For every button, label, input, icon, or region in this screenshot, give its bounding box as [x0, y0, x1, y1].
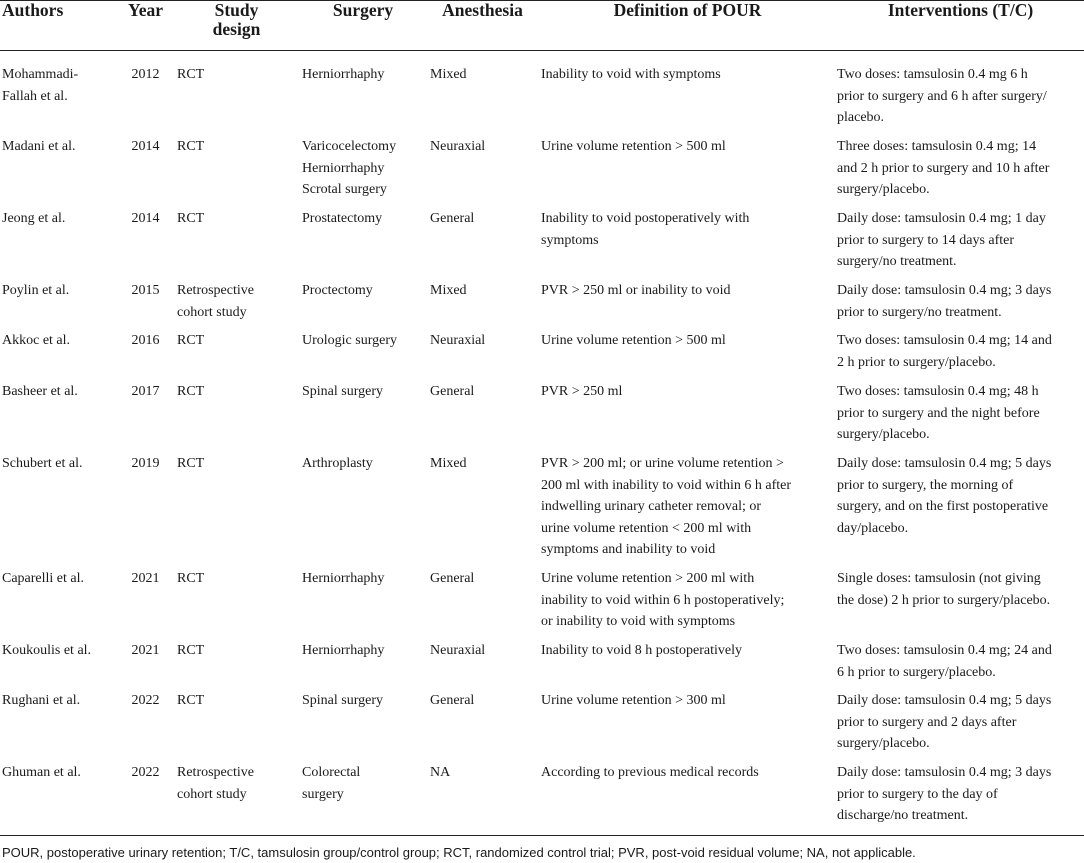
cell-definition — [538, 568, 837, 640]
cell-study-design-line: Retrospective — [177, 765, 254, 780]
cell-surgery-line: Spinal surgery — [302, 384, 384, 399]
cell-authors — [0, 690, 117, 762]
cell-authors — [0, 762, 117, 834]
cell-interventions-line: 6 h prior to surgery/placebo. — [837, 664, 996, 680]
cell-interventions-line: Three doses: tamsulosin 0.4 mg; 14 — [837, 139, 1037, 154]
cell-definition-line: PVR > 200 ml; or urine volume retention > — [541, 456, 784, 471]
cell-authors — [0, 136, 117, 208]
cell-definition-line: Urine volume retention > 300 ml — [541, 693, 726, 708]
cell-study-design — [174, 64, 299, 136]
cell-year: 2016 — [131, 333, 160, 348]
cell-anesthesia: General — [430, 384, 475, 399]
cell-year: 2021 — [131, 643, 160, 658]
cell-definition-line: inability to void within 6 h postoperatively; — [541, 592, 785, 608]
cell-anesthesia: General — [430, 571, 475, 586]
cell-interventions-line: prior to surgery, the morning of — [837, 477, 1014, 493]
cell-surgery — [299, 762, 427, 834]
cell-authors — [0, 640, 117, 690]
cell-interventions-line: 2 h prior to surgery/placebo. — [837, 354, 996, 370]
cell-definition — [538, 453, 837, 568]
cell-interventions — [837, 762, 1084, 834]
cell-surgery-line: Herniorrhaphy — [302, 643, 385, 658]
header-surgery: Surgery — [332, 0, 394, 20]
header-study-design-line: design — [212, 19, 261, 39]
cell-surgery — [299, 640, 427, 690]
cell-anesthesia: General — [430, 693, 475, 708]
cell-interventions-line: Two doses: tamsulosin 0.4 mg; 48 h — [837, 384, 1039, 399]
cell-authors-line: Koukoulis et al. — [2, 643, 92, 658]
cell-study-design-line: RCT — [177, 139, 205, 154]
cell-authors — [0, 208, 117, 280]
cell-study-design-line: RCT — [177, 571, 205, 586]
cell-interventions-line: Two doses: tamsulosin 0.4 mg; 14 and — [837, 333, 1052, 348]
cell-interventions-line: prior to surgery and 2 days after — [837, 714, 1017, 730]
cell-anesthesia: General — [430, 211, 475, 226]
cell-surgery-line: Varicocelectomy — [302, 139, 397, 154]
cell-study-design-line: RCT — [177, 693, 205, 708]
cell-authors — [0, 330, 117, 381]
cell-interventions-line: discharge/no treatment. — [837, 808, 969, 823]
header-year: Year — [128, 0, 163, 20]
table-row — [0, 762, 1084, 834]
cell-year: 2014 — [131, 139, 160, 154]
cell-interventions — [837, 208, 1084, 280]
cell-definition-line: Inability to void postoperatively with — [541, 211, 750, 226]
cell-definition-line: symptoms — [541, 232, 599, 248]
cell-definition-line: Urine volume retention > 500 ml — [541, 139, 726, 154]
cell-anesthesia: Neuraxial — [430, 333, 486, 348]
cell-study-design — [174, 330, 299, 381]
cell-surgery — [299, 280, 427, 330]
cell-definition-line: symptoms and inability to void — [541, 542, 716, 557]
cell-authors-line: Ghuman et al. — [2, 765, 81, 780]
cell-study-design-line: Retrospective — [177, 283, 254, 298]
cell-surgery-line: Urologic surgery — [302, 333, 397, 348]
cell-surgery — [299, 690, 427, 762]
cell-study-design — [174, 453, 299, 568]
cell-definition — [538, 690, 837, 762]
cell-authors-line: Fallah et al. — [2, 88, 68, 104]
cell-surgery-line: Spinal surgery — [302, 693, 384, 708]
cell-interventions — [837, 568, 1084, 640]
cell-definition-line: PVR > 250 ml or inability to void — [541, 283, 731, 298]
cell-surgery — [299, 64, 427, 136]
cell-authors-line: Schubert et al. — [2, 456, 83, 471]
cell-year: 2022 — [131, 765, 160, 780]
cell-authors-line: Caparelli et al. — [2, 571, 85, 586]
cell-year: 2021 — [131, 571, 160, 586]
cell-interventions — [837, 381, 1084, 453]
cell-surgery-line: Colorectal — [302, 765, 361, 780]
cell-surgery — [299, 381, 427, 453]
cell-interventions-line: prior to surgery and 6 h after surgery/ — [837, 88, 1047, 104]
cell-study-design — [174, 136, 299, 208]
cell-interventions-line: Two doses: tamsulosin 0.4 mg 6 h — [837, 67, 1028, 82]
cell-interventions-line: day/placebo. — [837, 520, 909, 536]
header-authors: Authors — [2, 0, 64, 20]
table-row — [0, 381, 1084, 453]
cell-definition-line: Inability to void 8 h postoperatively — [541, 643, 743, 658]
cell-interventions — [837, 280, 1084, 330]
cell-definition — [538, 762, 837, 834]
cell-study-design — [174, 762, 299, 834]
table-footnote: POUR, postoperative urinary retention; T/C, tamsulosin group/control group; RCT, randomized control trial; PVR, post-void residual volume; NA, not applicable. — [2, 845, 916, 860]
cell-year: 2022 — [131, 693, 160, 708]
cell-study-design-line: RCT — [177, 333, 205, 348]
table-row — [0, 690, 1084, 762]
cell-definition — [538, 208, 837, 280]
cell-surgery — [299, 453, 427, 568]
cell-anesthesia: Mixed — [430, 67, 467, 82]
cell-interventions-line: surgery/placebo. — [837, 182, 930, 197]
cell-interventions-line: Daily dose: tamsulosin 0.4 mg; 5 days — [837, 456, 1052, 471]
cell-authors-line: Mohammadi- — [2, 67, 79, 82]
cell-definition-line: or inability to void with symptoms — [541, 614, 736, 629]
header-study-design-line: Study — [214, 0, 259, 20]
cell-surgery — [299, 330, 427, 381]
cell-anesthesia: Mixed — [430, 456, 467, 471]
cell-year: 2012 — [131, 67, 160, 82]
cell-definition — [538, 640, 837, 690]
cell-surgery-line: Arthroplasty — [302, 456, 373, 471]
cell-surgery-line: Herniorrhaphy — [302, 160, 385, 176]
cell-authors-line: Jeong et al. — [2, 211, 66, 226]
cell-year: 2015 — [131, 283, 160, 298]
cell-study-design-line: RCT — [177, 384, 205, 399]
cell-authors-line: Poylin et al. — [2, 283, 70, 298]
cell-interventions-line: the dose) 2 h prior to surgery/placebo. — [837, 592, 1051, 608]
cell-definition — [538, 280, 837, 330]
cell-study-design-line: RCT — [177, 456, 205, 471]
cell-interventions-line: Two doses: tamsulosin 0.4 mg; 24 and — [837, 643, 1052, 658]
table-body — [0, 64, 1084, 834]
cell-definition-line: Urine volume retention > 200 ml with — [541, 571, 755, 586]
table-row — [0, 136, 1084, 208]
cell-interventions-line: Daily dose: tamsulosin 0.4 mg; 5 days — [837, 693, 1052, 708]
table-row — [0, 330, 1084, 381]
table-row — [0, 280, 1084, 330]
cell-interventions-line: Daily dose: tamsulosin 0.4 mg; 1 day — [837, 211, 1046, 226]
cell-study-design-line: RCT — [177, 211, 205, 226]
cell-study-design-line: cohort study — [177, 304, 247, 320]
table-row — [0, 208, 1084, 280]
cell-definition-line: Urine volume retention > 500 ml — [541, 333, 726, 348]
cell-interventions-line: surgery/placebo. — [837, 736, 930, 751]
cell-definition-line: indwelling urinary catheter removal; or — [541, 499, 762, 514]
cell-interventions-line: and 2 h prior to surgery and 10 h after — [837, 160, 1050, 176]
header-study-design — [174, 0, 299, 64]
cell-definition — [538, 381, 837, 453]
cell-authors-line: Rughani et al. — [2, 693, 81, 708]
cell-authors — [0, 381, 117, 453]
cell-surgery — [299, 136, 427, 208]
cell-definition-line: PVR > 250 ml — [541, 384, 623, 399]
table-row — [0, 64, 1084, 136]
cell-authors — [0, 568, 117, 640]
cell-interventions-line: surgery/no treatment. — [837, 254, 957, 269]
cell-definition — [538, 330, 837, 381]
cell-study-design-line: cohort study — [177, 786, 247, 802]
cell-study-design — [174, 381, 299, 453]
table-row — [0, 453, 1084, 568]
cell-interventions-line: surgery, and on the first postoperative — [837, 499, 1049, 514]
cell-surgery — [299, 568, 427, 640]
cell-interventions — [837, 330, 1084, 381]
cell-authors-line: Basheer et al. — [2, 384, 78, 399]
cell-interventions-line: Single doses: tamsulosin (not giving — [837, 571, 1041, 586]
cell-definition — [538, 64, 837, 136]
cell-definition — [538, 136, 837, 208]
cell-year: 2019 — [131, 456, 160, 471]
cell-interventions-line: Daily dose: tamsulosin 0.4 mg; 3 days — [837, 283, 1052, 298]
cell-study-design — [174, 280, 299, 330]
cell-definition-line: Inability to void with symptoms — [541, 67, 721, 82]
cell-interventions — [837, 453, 1084, 568]
cell-study-design — [174, 568, 299, 640]
cell-definition-line: 200 ml with inability to void within 6 h after — [541, 477, 792, 493]
cell-surgery — [299, 208, 427, 280]
cell-interventions — [837, 690, 1084, 762]
cell-interventions-line: surgery/placebo. — [837, 427, 930, 442]
cell-interventions-line: prior to surgery to 14 days after — [837, 232, 1015, 248]
cell-anesthesia: Neuraxial — [430, 643, 486, 658]
cell-year: 2014 — [131, 211, 160, 226]
cell-interventions — [837, 136, 1084, 208]
cell-interventions — [837, 640, 1084, 690]
cell-interventions-line: prior to surgery/no treatment. — [837, 304, 1002, 320]
cell-definition-line: urine volume retention < 200 ml with — [541, 520, 752, 536]
cell-study-design — [174, 640, 299, 690]
cell-surgery-line: Herniorrhaphy — [302, 67, 385, 82]
cell-authors — [0, 453, 117, 568]
cell-anesthesia: Mixed — [430, 283, 467, 298]
cell-authors — [0, 280, 117, 330]
cell-study-design-line: RCT — [177, 67, 205, 82]
cell-study-design — [174, 208, 299, 280]
cell-interventions — [837, 64, 1084, 136]
cell-year: 2017 — [131, 384, 160, 399]
cell-interventions-line: placebo. — [837, 110, 885, 125]
cell-study-design — [174, 690, 299, 762]
cell-interventions-line: prior to surgery to the day of — [837, 786, 998, 802]
cell-definition-line: According to previous medical records — [541, 765, 759, 780]
cell-surgery-line: Prostatectomy — [302, 211, 383, 226]
table-row — [0, 568, 1084, 640]
cell-interventions-line: Daily dose: tamsulosin 0.4 mg; 3 days — [837, 765, 1052, 780]
table-row — [0, 640, 1084, 690]
cell-surgery-line: Scrotal surgery — [302, 182, 387, 197]
cell-interventions-line: prior to surgery and the night before — [837, 405, 1040, 421]
table-bottom-rule — [0, 835, 1084, 836]
cell-anesthesia: NA — [430, 765, 451, 780]
cell-surgery-line: surgery — [302, 786, 344, 802]
cell-surgery-line: Proctectomy — [302, 283, 373, 298]
cell-authors — [0, 64, 117, 136]
cell-surgery-line: Herniorrhaphy — [302, 571, 385, 586]
header-definition: Definition of POUR — [613, 0, 762, 20]
table-header-row — [0, 0, 1084, 64]
header-anesthesia: Anesthesia — [442, 0, 523, 20]
header-interventions: Interventions (T/C) — [887, 0, 1034, 20]
cell-authors-line: Akkoc et al. — [2, 333, 71, 348]
cell-anesthesia: Neuraxial — [430, 139, 486, 154]
cell-study-design-line: RCT — [177, 643, 205, 658]
cell-authors-line: Madani et al. — [2, 139, 76, 154]
